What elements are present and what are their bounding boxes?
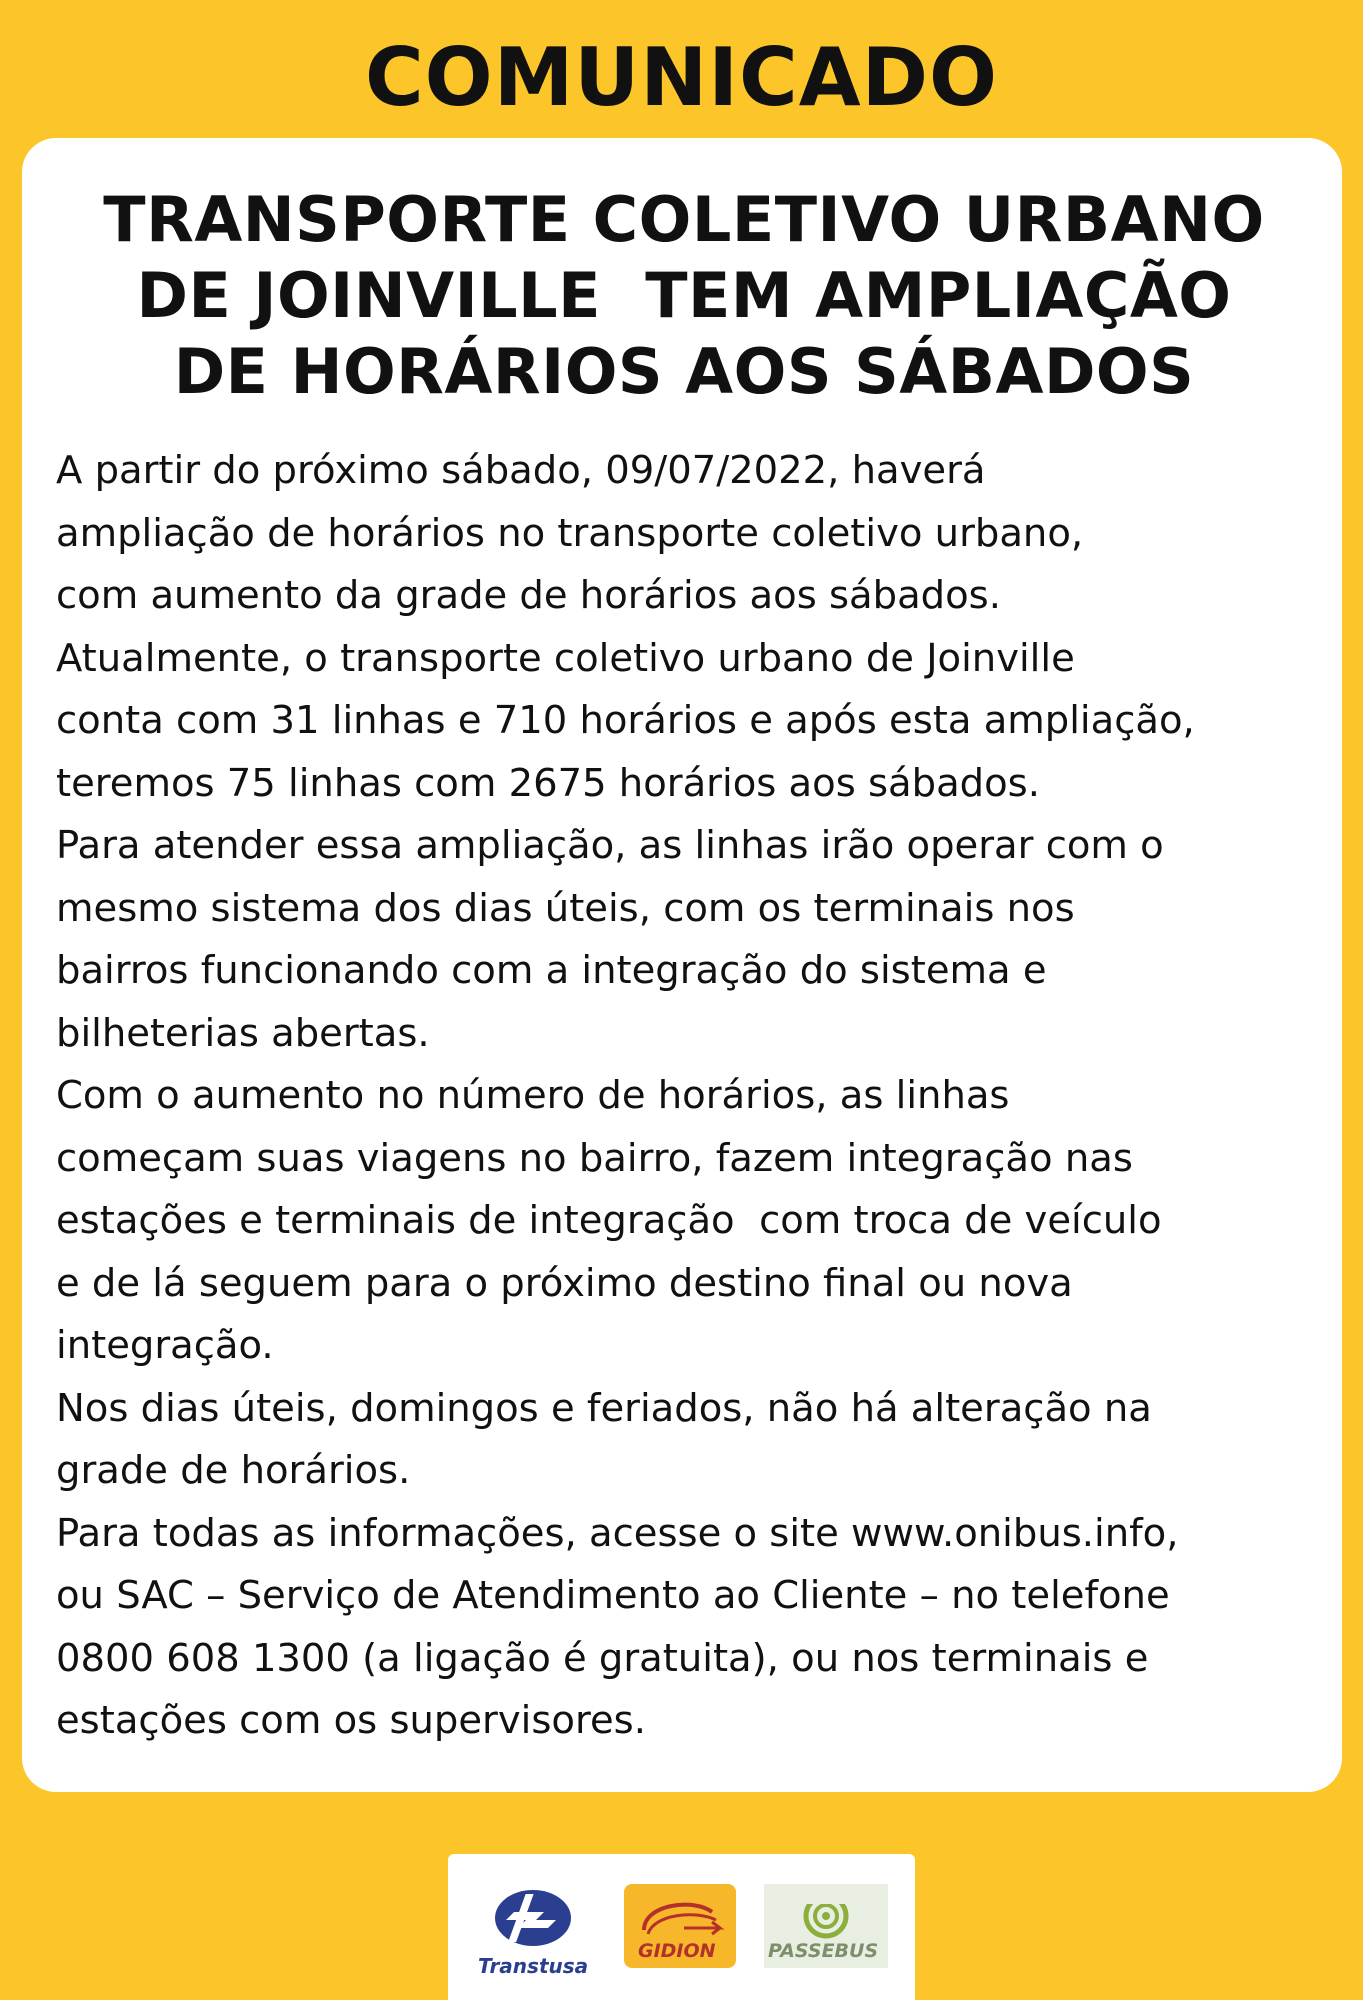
body-line: começam suas viagens no bairro, fazem integração nas [56, 1135, 1133, 1181]
body-line: integração. [56, 1323, 274, 1368]
passebus-logo [764, 1884, 888, 1968]
body-line: Para atender essa ampliação, as linhas irão operar com o [56, 823, 1164, 868]
body-line: ou SAC – Serviço de Atendimento ao Cliente – no telefone [56, 1573, 1170, 1618]
headline [56, 182, 1312, 410]
logos-footer [448, 1854, 915, 2000]
headline-line: TRANSPORTE COLETIVO URBANO [103, 183, 1265, 256]
body-line: estações e terminais de integração com troca de veículo [56, 1198, 1162, 1243]
notice-body [56, 440, 1312, 1753]
page-title: COMUNICADO [364, 31, 999, 124]
body-line: Para todas as informações, acesse o site www.onibus.info, [56, 1510, 1179, 1556]
body-line: com aumento da grade de horários aos sábados. [56, 573, 1001, 618]
body-line: bairros funcionando com a integração do sistema e [56, 948, 1047, 993]
body-line: conta com 31 linhas e 710 horários e após esta ampliação, [56, 698, 1195, 743]
body-line: Com o aumento no número de horários, as linhas [56, 1073, 1010, 1118]
transtusa-logo [474, 1882, 592, 1982]
body-line: Nos dias úteis, domingos e feriados, não há alteração na [56, 1385, 1152, 1431]
passebus-label: PASSEBUS [768, 1940, 879, 1962]
body-line: A partir do próximo sábado, 09/07/2022, haverá [56, 448, 986, 493]
gidion-label: GIDION [638, 1940, 716, 1962]
gidion-logo [624, 1884, 736, 1968]
body-line: bilheterias abertas. [56, 1010, 430, 1056]
transtusa-label: Transtusa [478, 1954, 589, 1978]
body-line: Atualmente, o transporte coletivo urbano de Joinville [56, 635, 1075, 681]
notice-card [22, 138, 1342, 1792]
body-line: e de lá seguem para o próximo destino final ou nova [56, 1260, 1073, 1306]
body-line: mesmo sistema dos dias úteis, com os terminais nos [56, 885, 1075, 931]
body-line: ampliação de horários no transporte coletivo urbano, [56, 510, 1084, 556]
transtusa-emblem-icon [474, 1882, 592, 1952]
body-line: teremos 75 linhas com 2675 horários aos sábados. [56, 760, 1040, 806]
headline-line: DE HORÁRIOS AOS SÁBADOS [173, 335, 1195, 408]
body-line: estações com os supervisores. [56, 1698, 646, 1743]
body-line: grade de horários. [56, 1448, 411, 1493]
body-line: 0800 608 1300 (a ligação é gratuita), ou nos terminais e [56, 1635, 1149, 1681]
headline-line: DE JOINVILLE TEM AMPLIAÇÃO [136, 259, 1232, 332]
